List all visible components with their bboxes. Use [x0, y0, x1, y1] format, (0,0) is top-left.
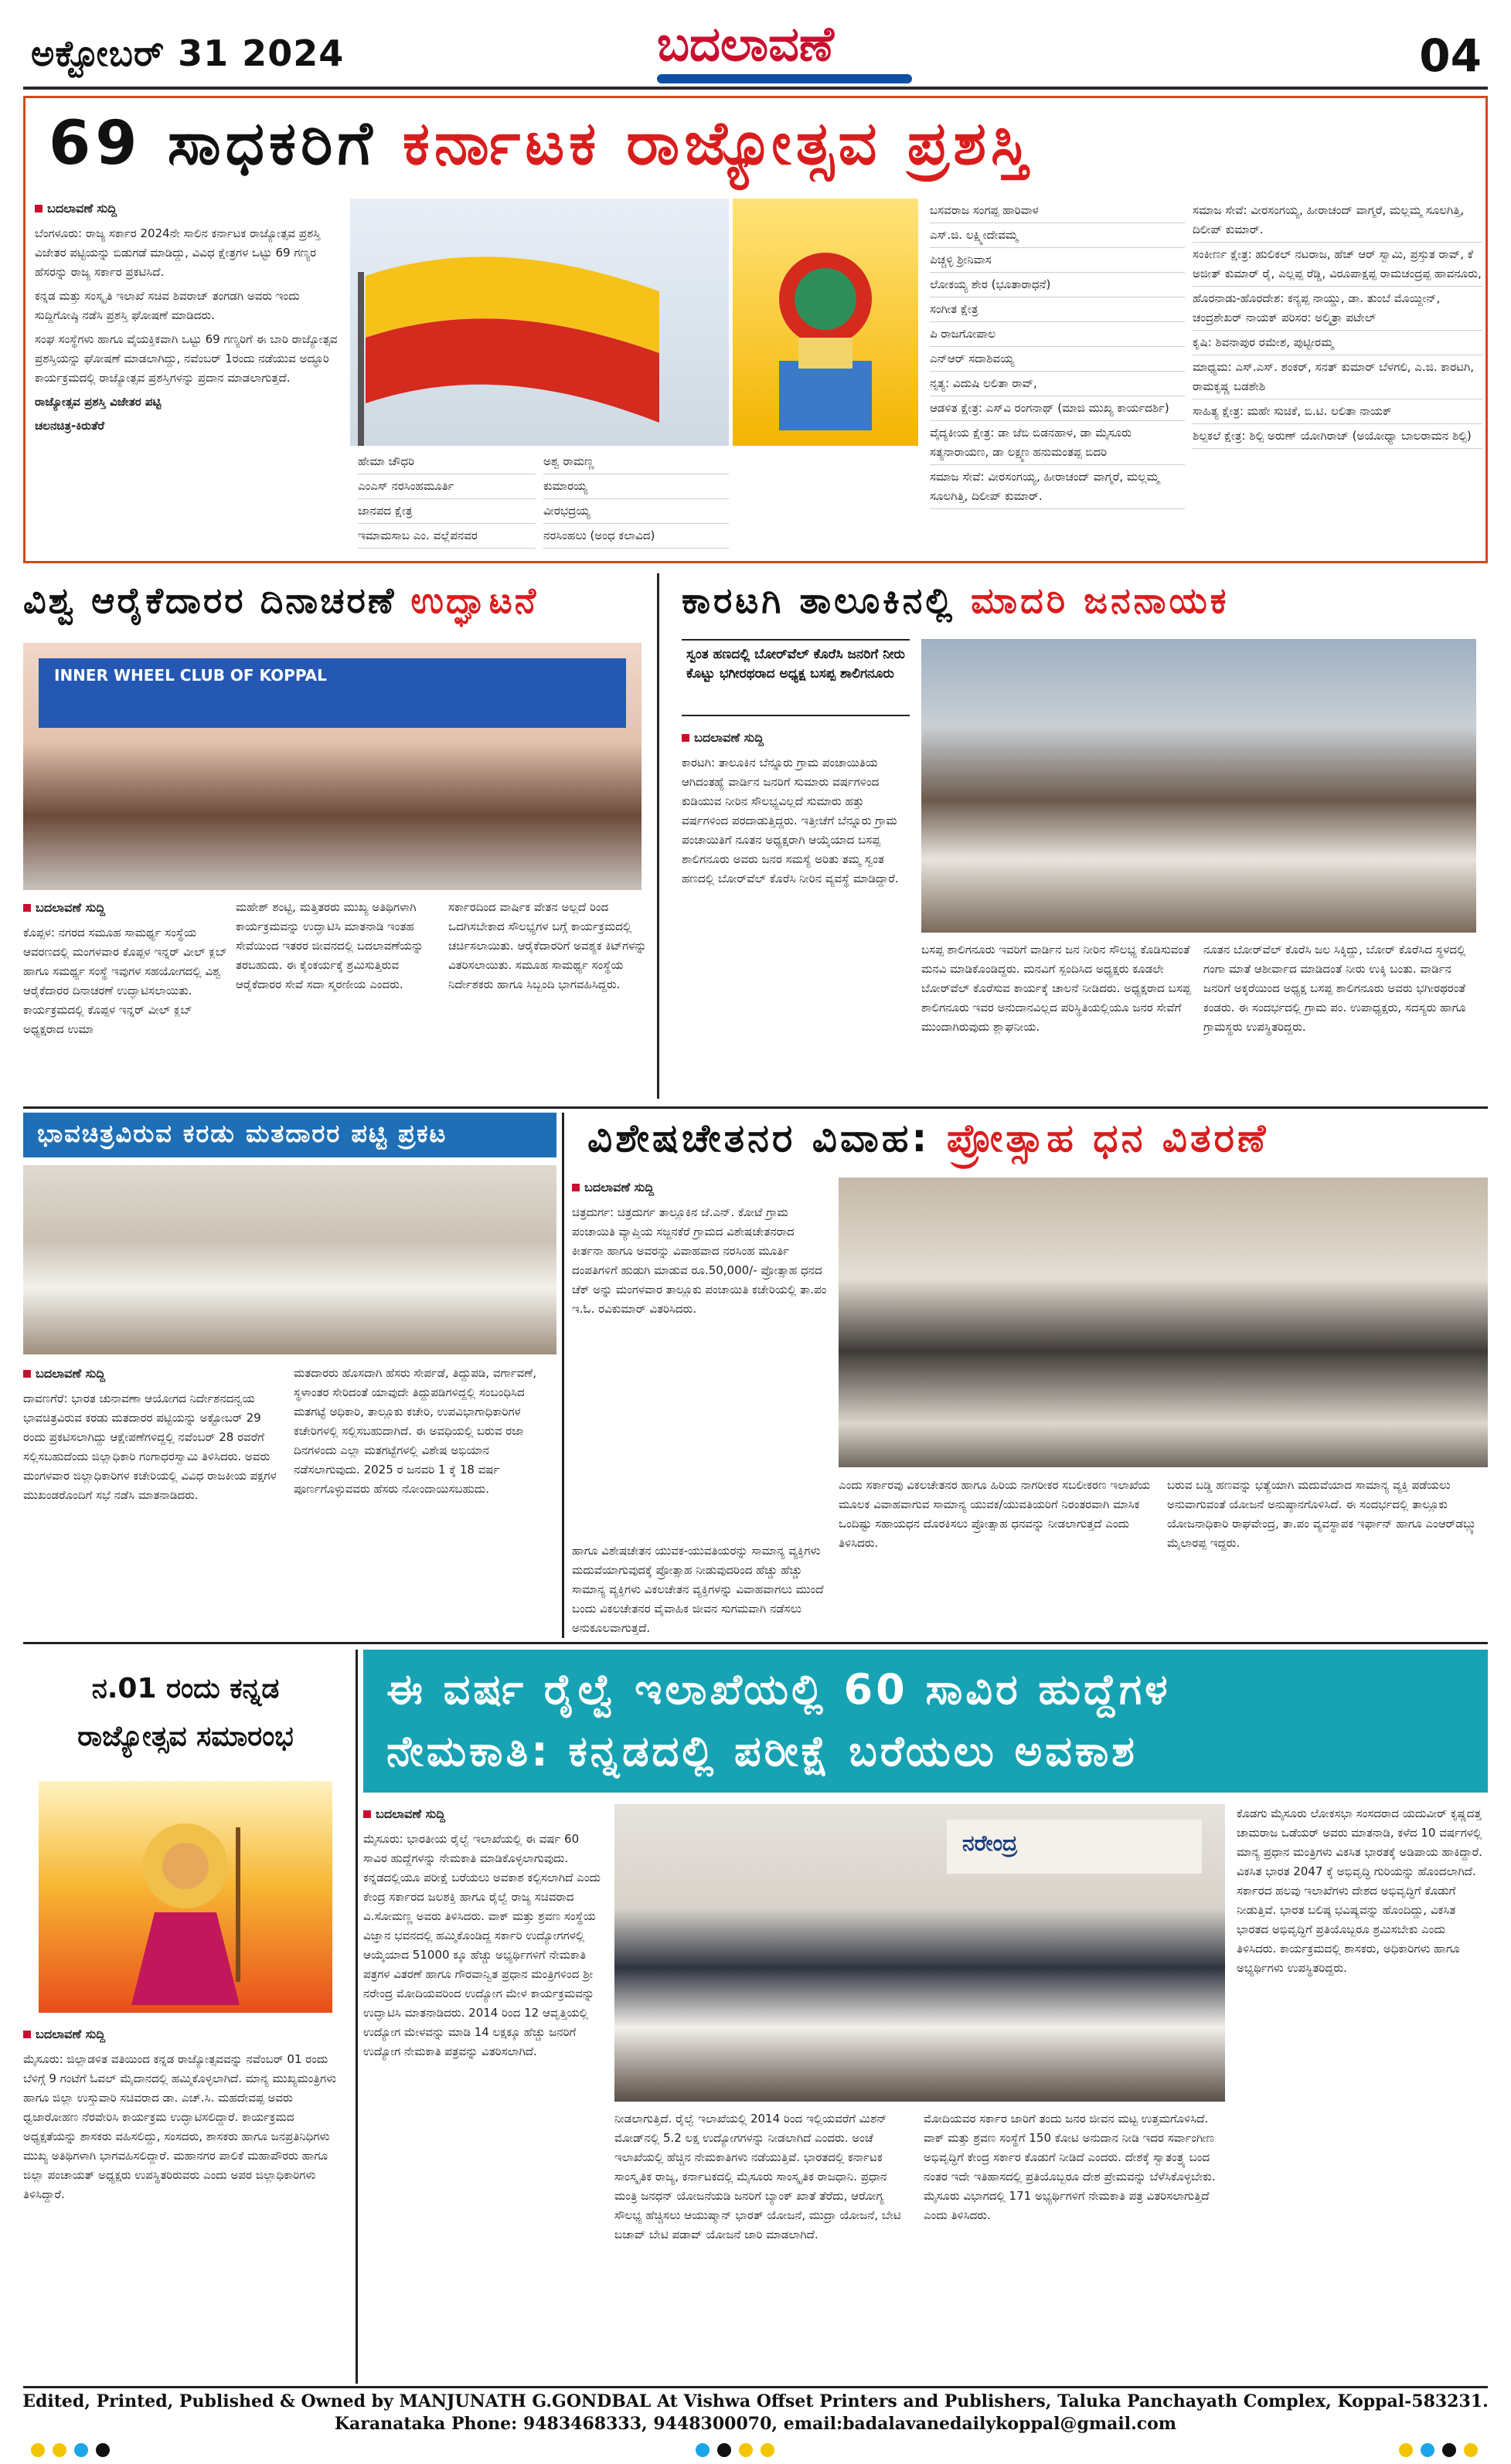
- story2-col3: [448, 898, 649, 1103]
- story7-text: ನೀಡಲಾಗುತ್ತಿದೆ. ರೈಲ್ವೆ ಇಲಾಖೆಯಲ್ಲಿ 2014 ರಿಂದ ಇಲ್ಲಿಯವರೆಗೆ ಮಿಶನ್ ಮೋಡ್‌ನಲ್ಲಿ 5.2 ಲಕ್ಷ ಉದ್ಯೋಗಗಳನ್ನು ನೀಡಲಾಗಿದೆ ಎಂದರು. ಅಂಚೆ ಇಲಾಖೆಯಲ್ಲಿ ಹೆಚ್ಚಿನ ನೇಮಕಾತಿಗಳು ನಡೆಯುತ್ತಿವೆ. ಭಾರತದಲ್ಲಿ ಕರ್ನಾಟಕ ಸಾಂಸ್ಕೃತಿಕ ರಾಜ್ಯ, ಕರ್ನಾಟಕದಲ್ಲಿ ಮೈಸೂರು ಸಾಂಸ್ಕೃತಿಕ ರಾಜಧಾನಿ. ಪ್ರಧಾನ ಮಂತ್ರಿ ಜನಧನ್ ಯೋಜನೆಯಡಿ ಜನರಿಗೆ ಬ್ಯಾಂಕ್ ಖಾತೆ ತೆರೆದು, ಆರೋಗ್ಯ ಸೌಲಭ್ಯ ಹೆಚ್ಚಿಸಲು ಆಯುಷ್ಮಾನ್ ಭಾರತ್ ಯೋಜನೆ, ಮುದ್ರಾ ಯೋಜನೆ, ಬೇಟಿ ಬಚಾವ್ ಬೇಟಿ ಪಡಾವ್ ಯೋಜನೆ ಜಾರಿ ಮಾಡಲಾಗಿದೆ.: [614, 2112, 901, 2241]
- header-rule: [23, 87, 1488, 90]
- issue-date: ಅಕ್ಟೋಬರ್ 31 2024: [31, 32, 345, 74]
- story2-col2: [236, 898, 441, 1103]
- story4-headline-bar: [23, 1113, 556, 1157]
- award-list-c: [930, 199, 1185, 558]
- headline-black: ಕಾರಟಗಿ ತಾಲೂಕಿನಲ್ಲಿ: [682, 579, 956, 621]
- byline: ಬದಲಾವಣೆ ಸುದ್ದಿ: [682, 728, 910, 747]
- story1-headline: [49, 109, 1033, 179]
- story5-text: ಬರುವ ಬಡ್ಡಿ ಹಣವನ್ನು ಭತ್ಯೆಯಾಗಿ ಮದುವೆಯಾದ ಸಾಮಾನ್ಯ ವ್ಯಕ್ತಿ ಪಡೆಯಲು ಅನುವಾಗುವಂತೆ ಯೋಜನೆ ಅನುಷ್ಠಾನಗೊಳಿಸಿದೆ. ಈ ಸಂದರ್ಭದಲ್ಲಿ ತಾಲ್ಲೂಕು ಯೋಜನಾಧಿಕಾರಿ ರಾಘವೇಂದ್ರ, ತಾ.ಪಂ ವ್ಯವಸ್ಥಾಪಕ ಇರ್ಫಾನ್ ಹಾಗೂ ಎಂಆರ್‌ಡಬ್ಲ್ಯು ಮೈಲಾರಪ್ಪ ಇದ್ದರು.: [1167, 1478, 1479, 1550]
- list-item: ಹೇಮಾ ಚೌಧರಿ: [358, 450, 536, 474]
- list-item: ಆಡಳಿತ ಕ್ಷೇತ್ರ: ಎಸ್‌ವಿ ರಂಗನಾಥ್ (ಮಾಜಿ ಮುಖ್ಯ ಕಾರ್ಯದರ್ಶಿ): [930, 396, 1185, 421]
- story5-col2: [572, 1541, 827, 1638]
- story4-text: ದಾವಣಗೆರೆ: ಭಾರತ ಚುನಾವಣಾ ಆಯೋಗದ ನಿರ್ದೇಶನದನ್ವಯ ಭಾವಚಿತ್ರವಿರುವ ಕರಡು ಮತದಾರರ ಪಟ್ಟಿಯನ್ನು ಅಕ್ಟೋಬರ್ 29 ರಂದು ಪ್ರಕಟಿಸಲಾಗಿದ್ದು ಆಕ್ಷೇಪಣೆಗಳಿದ್ದಲ್ಲಿ ನವೆಂಬರ್ 28 ರವರೆಗೆ ಸಲ್ಲಿಸಬಹುದೆಂದು ಜಿಲ್ಲಾಧಿಕಾರಿ ಗಂಗಾಧರಸ್ವಾಮಿ ತಿಳಿಸಿದರು. ಅವರು ಮಂಗಳವಾರ ಜಿಲ್ಲಾಧಿಕಾರಿಗಳ ಕಚೇರಿಯಲ್ಲಿ ವಿವಿಧ ರಾಜಕೀಯ ಪಕ್ಷಗಳ ಮುಖಂಡರೊಂದಿಗೆ ಸಭೆ ನಡೆಸಿ ಮಾತನಾಡಿದರು.: [23, 1392, 277, 1502]
- story1-subhead: ರಾಜ್ಯೋತ್ಸವ ಪ್ರಶಸ್ತಿ ವಿಜೇತರ ಪಟ್ಟಿ: [35, 395, 162, 409]
- story6-text: ಮೈಸೂರು: ಜಿಲ್ಲಾಡಳಿತ ವತಿಯಿಂದ ಕನ್ನಡ ರಾಜ್ಯೋತ್ಸವವನ್ನು ನವೆಂಬರ್ 01 ರಂದು ಬೆಳಿಗ್ಗೆ 9 ಗಂಟೆಗೆ ಓವಲ್ ಮೈದಾನದಲ್ಲಿ ಹಮ್ಮಿಕೊಳ್ಳಲಾಗಿದೆ. ಮಾನ್ಯ ಮುಖ್ಯಮಂತ್ರಿಗಳು ಹಾಗೂ ಜಿಲ್ಲಾ ಉಸ್ತುವಾರಿ ಸಚಿವರಾದ ಡಾ. ಎಚ್.ಸಿ. ಮಹದೇವಪ್ಪ ಅವರು ಧ್ವಜಾರೋಹಣ ನೆರವೇರಿಸಿ ಕಾರ್ಯಕ್ರಮ ಉದ್ಘಾಟಿಸಲಿದ್ದಾರೆ. ಕಾರ್ಯಕ್ರಮದ ಅಧ್ಯಕ್ಷತೆಯನ್ನು ಶಾಸಕರು ವಹಿಸಲಿದ್ದು, ಸಂಸದರು, ಶಾಸಕರು ಹಾಗೂ ಜನಪ್ರತಿನಿಧಿಗಳು ಮುಖ್ಯ ಅತಿಥಿಗಳಾಗಿ ಭಾಗವಹಿಸಲಿದ್ದಾರೆ. ಮಹಾನಗರ ಪಾಲಿಕೆ ಮಹಾಪೌರರು ಹಾಗೂ ಜಿಲ್ಲಾ ಪಂಚಾಯತ್ ಅಧ್ಯಕ್ಷರು ಉಪಸ್ಥಿತರಿರುವರು ಎಂದು ಅಪರ ಜಿಲ್ಲಾಧಿಕಾರಿಗಳು ತಿಳಿಸಿದ್ದಾರೆ.: [23, 2052, 337, 2201]
- story4-col1: [23, 1364, 282, 1638]
- section-rule: [23, 1106, 1488, 1109]
- pull-quote: [682, 639, 910, 716]
- incentive-handover-photo: [839, 1178, 1488, 1467]
- list-item: ಸಮಾಜ ಸೇವೆ: ವೀರಸಂಗಯ್ಯ, ಹೀರಾಚಂದ್ ವಾಗ್ಮರೆ, ಮಲ್ಲಮ್ಮ ಸೂಲಗಿತ್ತಿ, ದಿಲೀಪ್ ಕುಮಾರ್.: [930, 465, 1185, 509]
- list-item: ಮಾಧ್ಯಮ: ಎಸ್.ಎಸ್. ಶಂಕರ್, ಸನತ್ ಕುಮಾರ್ ಬೆಳಗಲಿ, ಎ.ಜಿ. ಕಾರಟಗಿ, ರಾಮಕೃಷ್ಣ ಬಡಶೇಶಿ: [1193, 355, 1482, 399]
- byline: ಬದಲಾವಣೆ ಸುದ್ದಿ: [23, 1364, 282, 1383]
- headline-line2: ರಾಜ್ಯೋತ್ಸವ ಸಮಾರಂಭ: [77, 1721, 294, 1752]
- list-item: ಸಾಹಿತ್ಯ ಕ್ಷೇತ್ರ: ಮಹೇ ಸುಚಿಕೆ, ಬಿ.ಟಿ. ಲಲಿತಾ ನಾಯಕ್: [1193, 399, 1482, 424]
- caregivers-event-photo: [23, 643, 641, 890]
- list-item: ಶಿಲ್ಪಕಲೆ ಕ್ಷೇತ್ರ: ಶಿಲ್ಪಿ ಅರುಣ್ ಯೋಗಿರಾಜ್ (ಅಯೋಧ್ಯಾ ಬಾಲರಾಮನ ಶಿಲ್ಪಿ): [1193, 424, 1482, 449]
- flag-illustration: [350, 199, 729, 446]
- story7-text: ಮೈಸೂರು: ಭಾರತೀಯ ರೈಲ್ವೆ ಇಲಾಖೆಯಲ್ಲಿ ಈ ವರ್ಷ 60 ಸಾವಿರ ಹುದ್ದೆಗಳನ್ನು ನೇಮಕಾತಿ ಮಾಡಿಕೊಳ್ಳಲಾಗುವುದು. ಕನ್ನಡದಲ್ಲಿಯೂ ಪರೀಕ್ಷೆ ಬರೆಯಲು ಅವಕಾಶ ಕಲ್ಪಿಸಲಾಗಿದೆ ಎಂದು ಕೇಂದ್ರ ಸರ್ಕಾರದ ಜಲಶಕ್ತಿ ಹಾಗೂ ರೈಲ್ವೆ ರಾಜ್ಯ ಸಚಿವರಾದ ವಿ.ಸೋಮಣ್ಣ ಅವರು ತಿಳಿಸಿದರು. ವಾಕ್ ಮತ್ತು ಶ್ರವಣ ಸಂಸ್ಥೆಯ ವಿಜ್ಞಾನ ಭವನದಲ್ಲಿ ಹಮ್ಮಿಕೊಂಡಿದ್ದ ಸರ್ಕಾರಿ ಉದ್ಯೋಗಗಳಲ್ಲಿ ಆಯ್ಕೆಯಾದ 51000 ಕ್ಕೂ ಹೆಚ್ಚು ಅಭ್ಯರ್ಥಿಗಳಿಗೆ ನೇಮಕಾತಿ ಪತ್ರಗಳ ವಿತರಣೆ ಹಾಗೂ ಗೌರವಾನ್ವಿತ ಪ್ರಧಾನ ಮಂತ್ರಿಗಳಿಂದ ಶ್ರೀ ನರೇಂದ್ರ ಮೋದಿಯವರಿಂದ ಉದ್ಯೋಗ ಮೇಳ ಕಾರ್ಯಕ್ರಮವನ್ನು ಉದ್ಘಾಟಿಸಿ ಮಾತನಾಡಿದರು. 2014 ರಿಂದ 12 ಆವೃತ್ತಿಯಲ್ಲಿ ಉದ್ಯೋಗ ಮೇಳವನ್ನು ಮಾಡಿ 14 ಲಕ್ಷಕ್ಕೂ ಹೆಚ್ಚು ಜನರಿಗೆ ಉದ್ಯೋಗ ನೇಮಕಾತಿ ಪತ್ರವನ್ನು ವಿತರಿಸಲಾಗಿದೆ.: [363, 1832, 601, 2058]
- story6-headline: [23, 1665, 348, 1761]
- story4-headline: ಭಾವಚಿತ್ರವಿರುವ ಕರಡು ಮತದಾರರ ಪಟ್ಟಿ ಪ್ರಕಟ: [37, 1119, 448, 1148]
- list-item: ವೈದ್ಯಕೀಯ ಕ್ಷೇತ್ರ: ಡಾ ಜೆಬಿ ಬಿಡನಹಾಳ, ಡಾ ಮೈಸೂರು ಸತ್ಯನಾರಾಯಣ, ಡಾ ಲಕ್ಷ್ಮಣ ಹನುಮಂತಪ್ಪ ಬಿದರಿ: [930, 421, 1185, 465]
- headline-red: ಮಾದರಿ ಜನನಾಯಕ: [971, 579, 1230, 621]
- borewell-photo: [921, 639, 1476, 933]
- list-item: ನರಸಿಂಹಲು (ಅಂಧ ಕಲಾವಿದ): [543, 524, 729, 549]
- story3-headline: [682, 579, 1229, 623]
- story2-col1: [23, 898, 228, 1103]
- story-caregivers-day: [23, 573, 674, 1106]
- headline-red: ಉದ್ಘಾಟನೆ: [410, 579, 539, 621]
- list-item: ಪಿಚ್ಚಳ್ಳಿ ಶ್ರೀನಿವಾಸ: [930, 248, 1185, 273]
- list-item: ಹೊರನಾಡು-ಹೊರದೇಶ: ಕನ್ಯಪ್ಪ ನಾಯ್ಡು, ಡಾ. ತುಂಬೆ ಮೊಯ್ದೀನ್, ಚಂದ್ರಶೇಖರ್ ನಾಯಕ್ ಪರಿಸರ: ಅಲ್ಮಿತ್ರಾ ಪಟೇಲ್: [1193, 287, 1482, 331]
- story7-headline-bar: [363, 1650, 1488, 1793]
- list-item: ಲೋಕಯ್ಯ ಶೇರ (ಭೂತಾರಾಧನೆ): [930, 273, 1185, 297]
- list-item: ಕೃಷಿ: ಶಿವನಾಪುರ ರಮೇಶ, ಪುಟ್ಟೀರಮ್ಮ: [1193, 331, 1482, 355]
- story-rajyotsava-award: [23, 96, 1488, 563]
- byline: ಬದಲಾವಣೆ ಸುದ್ದಿ: [23, 2024, 348, 2044]
- story3-text: ಬಸಪ್ಪ ಶಾಲಿಗನೂರು ಇವರಿಗೆ ವಾರ್ಡಿನ ಜನ ನೀರಿನ ಸೌಲಭ್ಯ ಕೊಡಿಸುವಂತೆ ಮನವಿ ಮಾಡಿಕೊಂಡಿದ್ದರು. ಮನವಿಗೆ ಸ್ಪಂದಿಸಿದ ಅಧ್ಯಕ್ಷರು ಕೂಡಲೇ ಬೋರ್‌ವೆಲ್ ಕೊರೆಸುವ ಕಾರ್ಯಕ್ಕೆ ಚಾಲನೆ ನೀಡಿದರು. ಅಧ್ಯಕ್ಷರಾದ ಬಸಪ್ಪ ಶಾಲಿಗನೂರು ಇವರ ಅನುದಾನವಿಲ್ಲದ ಪರಿಸ್ಥಿತಿಯಲ್ಲಿಯೂ ಜನರ ಸೇವೆಗೆ ಮುಂದಾಗಿರುವುದು ಶ್ಲಾಘನೀಯ.: [921, 943, 1191, 1034]
- headline-black: ವಿಶ್ವ ಆರೈಕೆದಾರರ ದಿನಾಚರಣೆ: [23, 579, 396, 621]
- story-disabled-marriage: [572, 1113, 1488, 1638]
- story2-headline: [23, 579, 538, 623]
- byline: ಬದಲಾವಣೆ ಸುದ್ದಿ: [35, 199, 344, 218]
- goddess-illustration: [39, 1781, 332, 2013]
- footer-line1: Edited, Printed, Published & Owned by MANJUNATH G.GONDBAL At Vishwa Offset Printers and Publishers, Taluka Panchayath Complex, Koppal-583231.: [22, 2391, 1489, 2411]
- headline-black: 69 ಸಾಧಕರಿಗೆ: [49, 109, 377, 178]
- list-item: ಕುಮಾರಯ್ಯ: [543, 474, 729, 499]
- story5-text: ಎಂದು ಸರ್ಕಾರವು ವಿಕಲಚೇತನರ ಹಾಗೂ ಹಿರಿಯ ನಾಗರೀಕರ ಸಬಲೀಕರಣ ಇಲಾಖೆಯ ಮೂಲಕ ವಿವಾಹವಾಗುವ ಸಾಮಾನ್ಯ ಯುವಕ/ಯುವತಿಯರಿಗೆ ನಿರಂತರವಾಗಿ ಮಾಸಿಕ ಒಂದಿಷ್ಟು ಸಹಾಯಧನ ದೊರಕಿಸಲು ಪ್ರೋತ್ಸಾಹ ಧನವನ್ನು ನೀಡಲಾಗುತ್ತದೆ ಎಂದು ತಿಳಿಸಿದರು.: [839, 1478, 1151, 1550]
- list-item: ಸಂಗೀತ ಕ್ಷೇತ್ರ: [930, 297, 1185, 322]
- headline-red: ಪ್ರೋತ್ಸಾಹ ಧನ ವಿತರಣೆ: [946, 1116, 1269, 1161]
- byline: ಬದಲಾವಣೆ ಸುದ್ದಿ: [23, 898, 228, 917]
- list-item: ವೀರಭದ್ರಯ್ಯ: [543, 499, 729, 524]
- list-item: ಎನ್ಆರ್ ಸದಾಶಿವಯ್ಯ: [930, 347, 1185, 372]
- story3-col3: [1203, 940, 1476, 1103]
- logo-underline: [657, 74, 912, 83]
- section-rule: [23, 1642, 1488, 1644]
- list-item: ಪಿ ರಾಜಗೋಪಾಲ: [930, 322, 1185, 347]
- story4-text: ಮತದಾರರು ಹೊಸದಾಗಿ ಹೆಸರು ಸೇರ್ಪಡೆ, ತಿದ್ದುಪಡಿ, ವರ್ಗಾವಣೆ, ಸ್ಥಳಾಂತರ ಸೇರಿದಂತೆ ಯಾವುದೇ ತಿದ್ದುಪಡಿಗಳಿದ್ದಲ್ಲಿ ಸಂಬಂಧಿಸಿದ ಮತಗಟ್ಟೆ ಅಧಿಕಾರಿ, ತಾಲ್ಲೂಕು ಕಚೇರಿ, ಉಪವಿಭಾಗಾಧಿಕಾರಿಗಳ ಕಚೇರಿಗಳಲ್ಲಿ ಸಲ್ಲಿಸಬಹುದಾಗಿದೆ. ಈ ಅವಧಿಯಲ್ಲಿ ಬರುವ ರಜಾ ದಿನಗಳಂದು ಎಲ್ಲಾ ಮತಗಟ್ಟೆಗಳಲ್ಲಿ ವಿಶೇಷ ಅಭಿಯಾನ ನಡೆಸಲಾಗುವುದು. 2025 ರ ಜನವರಿ 1 ಕ್ಕೆ 18 ವರ್ಷ ಪೂರ್ಣಗೊಳ್ಳುವವರು ಹೆಸರು ನೋಂದಾಯಿಸಬಹುದು.: [294, 1366, 536, 1496]
- story7-col2: [614, 2109, 912, 2384]
- story7-col3: [924, 2109, 1225, 2384]
- headline-red: ಕರ್ನಾಟಕ ರಾಜ್ಯೋತ್ಸವ ಪ್ರಶಸ್ತಿ: [402, 109, 1033, 178]
- footer-line2: Karanataka Phone: 9483468333, 9448300070, email:badalavanedailykoppal@gmail.com: [334, 2414, 1177, 2434]
- story7-col4: [1237, 1804, 1488, 2384]
- story2-text: ಸರ್ಕಾರದಿಂದ ವಾರ್ಷಿಕ ವೇತನ ಅಲ್ಲದೆ ರಿಂದ ಒದಗಿಸಬೇಕಾದ ಸೌಲಭ್ಯಗಳ ಬಗ್ಗೆ ಕಾರ್ಯಕ್ರಮದಲ್ಲಿ ಚರ್ಚಿಸಲಾಯಿತು. ಆರೈಕೆದಾರರಿಗೆ ಅವಶ್ಯಕ ಕಿಟ್‌ಗಳನ್ನು ವಿತರಿಸಲಾಯಿತು. ಸಮೂಹ ಸಾಮರ್ಥ್ಯ ಸಂಸ್ಥೆಯ ನಿರ್ದೇಶಕರು ಹಾಗೂ ಸಿಬ್ಬಂದಿ ಭಾಗವಹಿಸಿದ್ದರು.: [448, 900, 647, 991]
- story5-headline: [587, 1116, 1268, 1161]
- rajyotsava-art-photo: [733, 199, 918, 446]
- headline-line2: ನೇಮಕಾತಿ: ಕನ್ನಡದಲ್ಲಿ ಪರೀಕ್ಷೆ ಬರೆಯಲು ಅವಕಾಶ: [386, 1727, 1138, 1776]
- list-item: ಬಸವರಾಜ ಸಂಗಪ್ಪ ಹಾರಿವಾಳ: [930, 199, 1185, 223]
- registration-dots-right: [1399, 2443, 1478, 2457]
- byline: ಬದಲಾವಣೆ ಸುದ್ದಿ: [363, 1804, 603, 1823]
- story7-col1: [363, 1804, 603, 2384]
- footer-rule: [23, 2386, 1488, 2388]
- registration-dots-center: [696, 2443, 774, 2457]
- column-divider: [562, 1113, 564, 1638]
- photo-list-a: [358, 450, 536, 558]
- story3-text: ಕಾರಟಗಿ: ತಾಲೂಕಿನ ಬೆನ್ನೂರು ಗ್ರಾಮ ಪಂಚಾಯಿತಿಯ ಆಗಿದಂತಹ್ಯೆ ವಾರ್ಡಿನ ಜನರಿಗೆ ಸುಮಾರು ವರ್ಷಗಳಿಂದ ಕುಡಿಯುವ ನೀರಿನ ಸೌಲಭ್ಯವಿಲ್ಲದೆ ಸುಮಾರು ಹತ್ತು ವರ್ಷಗಳಿಂದ ಪರದಾಡುತ್ತಿದ್ದರು. ಇತ್ತೀಚೆಗೆ ಬೆನ್ನೂರು ಗ್ರಾಮ ಪಂಚಾಯಿತಿಗೆ ನೂತನ ಅಧ್ಯಕ್ಷರಾಗಿ ಆಯ್ಕೆಯಾದ ಬಸಪ್ಪ ಶಾಲಿಗನೂರು ಅವರು ಜನರ ಸಮಸ್ಯೆ ಅರಿತು ತಮ್ಮ ಸ್ವಂತ ಹಣದಲ್ಲಿ ಬೋರ್‌ವೆಲ್ ಕೊರೆಸಿ ನೀರಿನ ವ್ಯವಸ್ಥೆ ಮಾಡಿದ್ದಾರೆ.: [682, 756, 899, 885]
- story7-text: ಕೊಡಗು ಮೈಸೂರು ಲೋಕಸಭಾ ಸಂಸದರಾದ ಯದುವೀರ್ ಕೃಷ್ಣದತ್ತ ಚಾಮರಾಜ ಒಡೆಯರ್ ಅವರು ಮಾತನಾಡಿ, ಕಳೆದ 10 ವರ್ಷಗಳಲ್ಲಿ ಮಾನ್ಯ ಪ್ರಧಾನ ಮಂತ್ರಿಗಳು ವಿಕಸಿತ ಭಾರತಕ್ಕೆ ಅಡಿಪಾಯ ಹಾಕಿದ್ದಾರೆ. ವಿಕಸಿತ ಭಾರತ 2047 ಕ್ಕೆ ಅಭಿವೃದ್ಧಿ ಗುರಿಯನ್ನು ಹೊಂದಲಾಗಿದೆ. ಸರ್ಕಾರದ ಹಲವು ಇಲಾಖೆಗಳು ದೇಶದ ಅಭಿವೃದ್ಧಿಗೆ ಕೊಡುಗೆ ನೀಡುತ್ತಿವೆ. ಭಾರತ ಬಲಿಷ್ಠ ಭವಿಷ್ಯವನ್ನು ಹೊಂದಿದ್ದು, ವಿಕಸಿತ ಭಾರತದ ಅಭಿವೃದ್ಧಿಗೆ ಪ್ರತಿಯೊಬ್ಬರೂ ಶ್ರಮಿಸಬೇಕು ಎಂದು ತಿಳಿಸಿದರು. ಕಾರ್ಯಕ್ರಮದಲ್ಲಿ ಶಾಸಕರು, ಅಧಿಕಾರಿಗಳು ಹಾಗೂ ಅಭ್ಯರ್ಥಿಗಳು ಉಪಸ್ಥಿತರಿದ್ದರು.: [1237, 1806, 1482, 1975]
- headline-line1: ನ.01 ರಂದು ಕನ್ನಡ: [91, 1673, 280, 1704]
- karnataka-flag-photo: [350, 199, 729, 446]
- stage-banner: [947, 1820, 1202, 1874]
- list-item: ಇಮಾಮಸಾಬ ಎಂ. ವಲ್ಲೆಪನವರ: [358, 524, 536, 549]
- story1-intro: ಬೆಂಗಳೂರು: ರಾಜ್ಯ ಸರ್ಕಾರ 2024ನೇ ಸಾಲಿನ ಕರ್ನಾಟಕ ರಾಜ್ಯೋತ್ಸವ ಪ್ರಶಸ್ತಿ ವಿಜೇತರ ಪಟ್ಟಿಯನ್ನು ಬಿಡುಗಡೆ ಮಾಡಿದ್ದು, ವಿವಿಧ ಕ್ಷೇತ್ರಗಳ ಒಟ್ಟು 69 ಗಣ್ಯರ ಹೆಸರನ್ನು ರಾಜ್ಯ ಸರ್ಕಾರ ಪ್ರಕಟಿಸಿದೆ.: [35, 226, 321, 279]
- column-divider: [356, 1650, 358, 2384]
- list-item: ನೃತ್ಯ: ವಿದುಷಿ ಲಲಿತಾ ರಾವ್,: [930, 372, 1185, 396]
- story5-col4: [1167, 1476, 1488, 1638]
- story3-col1: [682, 728, 910, 1103]
- newspaper-logo: ಬದಲಾವಣೆ: [657, 15, 835, 72]
- story6-col: [23, 2024, 348, 2388]
- railway-event-photo: [614, 1804, 1225, 2102]
- byline: ಬದಲಾವಣೆ ಸುದ್ದಿ: [572, 1178, 827, 1197]
- story5-text: ಹಾಗೂ ವಿಶೇಷಚೇತನ ಯುವಕ-ಯುವತಿಯರನ್ನು ಸಾಮಾನ್ಯ ವ್ಯಕ್ತಿಗಳು ಮದುವೆಯಾಗುವುದಕ್ಕೆ ಪ್ರೋತ್ಸಾಹ ನೀಡುವುದರಿಂದ ಹೆಚ್ಚು ಹೆಚ್ಚು ಸಾಮಾನ್ಯ ವ್ಯಕ್ತಿಗಳು ವಿಕಲಚೇತನ ವ್ಯಕ್ತಿಗಳನ್ನು ವಿವಾಹವಾಗಲು ಮುಂದೆ ಬಂದು ವಿಕಲಚೇತನರ ವೈವಾಹಿಕ ಜೀವನ ಸುಗಮವಾಗಿ ನಡೆಸಲು ಅನುಕೂಲವಾಗುತ್ತದೆ.: [572, 1544, 824, 1635]
- story2-text: ಮಹೇಶ್ ಶಂಟ್ಟಿ, ಮತ್ತಿತರರು ಮುಖ್ಯ ಅತಿಥಿಗಳಾಗಿ ಕಾರ್ಯಕ್ರಮವನ್ನು ಉದ್ಘಾಟಿಸಿ ಮಾತನಾಡಿ ಇಂತಹ ಸೇವೆಯಿಂದ ಇತರರ ಜೀವನದಲ್ಲಿ ಬದಲಾವಣೆಯನ್ನು ತರಬಹುದು. ಈ ಕೈಂಕರ್ಯಕ್ಕೆ ಶ್ರಮಿಸುತ್ತಿರುವ ಆರೈಕೆದಾರರ ಸೇವೆ ಸದಾ ಸ್ಮರಣೀಯ ಎಂದರು.: [236, 900, 424, 991]
- page-number: 04: [1419, 29, 1482, 82]
- list-item: ಅಶ್ವ ರಾಮಣ್ಣ: [543, 450, 729, 474]
- event-banner: [39, 658, 626, 728]
- headline-black: ವಿಶೇಷಚೇತನರ ವಿವಾಹ:: [587, 1116, 931, 1161]
- column-divider: [657, 573, 659, 1099]
- banner-text: INNER WHEEL CLUB OF KOPPAL: [54, 666, 327, 685]
- story-karatagi-leader: [666, 573, 1488, 1106]
- story1-subhead2: ಚಲನಚಿತ್ರ-ಕಿರುತೆರೆ: [35, 419, 105, 433]
- story3-col2: [921, 940, 1196, 1103]
- story4-col2: [294, 1364, 556, 1638]
- photo-list-b: [543, 450, 729, 558]
- banner-text: ನರೇಂದ್ರ: [962, 1830, 1018, 1856]
- story-railway-recruitment: [363, 1650, 1488, 2388]
- story3-text: ನೂತನ ಬೋರ್‌ವೆಲ್ ಕೊರೆಸಿ ಜಲ ಸಿಕ್ಕಿದ್ದು, ಬೋರ್ ಕೊರೆಸಿದ ಸ್ಥಳದಲ್ಲಿ ಗಂಗಾ ಮಾತೆ ಆಶೀರ್ವಾದ ಮಾಡಿದಂತೆ ನೀರು ಉಕ್ಕಿ ಬಂತು. ವಾರ್ಡಿನ ಜನರಿಗೆ ಅಕ್ಕರೆಯಿಂದ ಅಧ್ಯಕ್ಷ ಬಸಪ್ಪ ಶಾಲಿಗನೂರು ಅವರು ಭಗೀರಥರಂತೆ ಕಂಡರು. ಈ ಸಂದರ್ಭದಲ್ಲಿ ಗ್ರಾಮ ಪಂ. ಉಪಾಧ್ಯಕ್ಷರು, ಸದಸ್ಯರು ಹಾಗೂ ಗ್ರಾಮಸ್ಥರು ಉಪಸ್ಥಿತರಿದ್ದರು.: [1203, 943, 1466, 1034]
- list-item: ಜಾನಪದ ಕ್ಷೇತ್ರ: [358, 499, 536, 524]
- deity-illustration: [733, 199, 918, 446]
- bhuvaneshwari-art: [39, 1781, 332, 2013]
- story5-col1: [572, 1178, 827, 1533]
- story-voter-list: [23, 1113, 556, 1638]
- registration-dots-left: [31, 2443, 110, 2457]
- quote-text: ಸ್ವಂತ ಹಣದಲ್ಲಿ ಬೋರ್‌ವೆಲ್ ಕೊರೆಸಿ ಜನರಿಗೆ ನೀರು ಕೊಟ್ಟು ಭಗೀರಥರಾದ ಅಧ್ಯಕ್ಷ ಬಸಪ್ಪ ಶಾಲಿಗನೂರು: [686, 647, 905, 681]
- story1-p2: ಕನ್ನಡ ಮತ್ತು ಸಂಸ್ಕೃತಿ ಇಲಾಖೆ ಸಚಿವ ಶಿವರಾಜ್ ತಂಗಡಗಿ ಅವರು ಇಂದು ಸುದ್ದಿಗೋಷ್ಠಿ ನಡೆಸಿ ಪ್ರಶಸ್ತಿ ಘೋಷಣೆ ಮಾಡಿದರು.: [35, 289, 300, 322]
- award-list-d: [1193, 199, 1482, 558]
- story5-text: ಚಿತ್ರದುರ್ಗ: ಚಿತ್ರದುರ್ಗ ತಾಲ್ಲೂಕಿನ ಜೆ.ಎನ್. ಕೋಟೆ ಗ್ರಾಮ ಪಂಚಾಯಿತಿ ವ್ಯಾಪ್ತಿಯ ಸಜ್ಜನಕೆರೆ ಗ್ರಾಮದ ವಿಶೇಷಚೇತನರಾದ ಕೀರ್ತನಾ ಹಾಗೂ ಅವರನ್ನು ವಿವಾಹವಾದ ನರಸಿಂಹ ಮೂರ್ತಿ ದಂಪತಿಗಳಿಗೆ ಹುಡುಗಿ ಮಾಡುವ ರೂ.50,000/- ಪ್ರೋತ್ಸಾಹ ಧನದ ಚೆಕ್ ಅನ್ನು ಮಂಗಳವಾರ ತಾಲ್ಲೂಕು ಪಂಚಾಯಿತಿ ಕಚೇರಿಯಲ್ಲಿ ತಾ.ಪಂ ಇ.ಓ. ರವಿಕುಮಾರ್ ವಿತರಿಸಿದರು.: [572, 1205, 827, 1316]
- story-rajyotsava-event: [23, 1650, 348, 2388]
- story7-text: ಮೋದಿಯವರ ಸರ್ಕಾರ ಜಾರಿಗೆ ತಂದು ಜನರ ಜೀವನ ಮಟ್ಟ ಉತ್ತಮಗೊಳಿಸಿದೆ. ವಾಕ್ ಮತ್ತು ಶ್ರವಣ ಸಂಸ್ಥೆಗೆ 150 ಕೋಟಿ ಅನುದಾನ ನೀಡಿ ಇದರ ಸರ್ವಾಂಗೀಣ ಅಭಿವೃದ್ಧಿಗೆ ಕೇಂದ್ರ ಸರ್ಕಾರ ಕೊಡುಗೆ ನೀಡಿದೆ ಎಂದರು. ದೇಶಕ್ಕೆ ಸ್ವಾತಂತ್ರ್ಯ ಬಂದ ನಂತರ ಇದೇ ಇತಿಹಾಸದಲ್ಲಿ ಪ್ರತಿಯೊಬ್ಬರೂ ದೇಶ ಪ್ರೇಮವನ್ನು ಬೆಳೆಸಿಕೊಳ್ಳಬೇಕು. ಮೈಸೂರು ವಿಭಾಗದಲ್ಲಿ 171 ಅಭ್ಯರ್ಥಿಗಳಿಗೆ ನೇಮಕಾತಿ ಪತ್ರ ವಿತರಿಸಲಾಗುತ್ತಿದೆ ಎಂದು ತಿಳಿಸಿದರು.: [924, 2112, 1216, 2222]
- story1-col1: [35, 199, 344, 558]
- list-item: ಎಸ್.ಜಿ. ಲಕ್ಷ್ಮೀದೇವಮ್ಮ: [930, 223, 1185, 248]
- story1-p3: ಸಂಘ ಸಂಸ್ಥೆಗಳು ಹಾಗೂ ವೈಯಕ್ತಿಕವಾಗಿ ಒಟ್ಟು 69 ಗಣ್ಯರಿಗೆ ಈ ಬಾರಿ ರಾಜ್ಯೋತ್ಸವ ಪ್ರಶಸ್ತಿಯನ್ನು ಘೋಷಣೆ ಮಾಡಲಾಗಿದ್ದು, ನವೆಂಬರ್ 1ರಂದು ನಡೆಯುವ ಅದ್ಧೂರಿ ಕಾರ್ಯಕ್ರಮದಲ್ಲಿ ರಾಜ್ಯೋತ್ಸವ ಪ್ರಶಸ್ತಿಗಳನ್ನು ಪ್ರದಾನ ಮಾಡಲಾಗುತ್ತದೆ.: [35, 332, 338, 385]
- voter-meeting-photo: [23, 1165, 556, 1354]
- list-item: ಸಮಾಜ ಸೇವೆ: ವೀರಸಂಗಯ್ಯ, ಹೀರಾಚಂದ್ ವಾಗ್ಮರೆ, ಮಲ್ಲಮ್ಮ ಸೂಲಗಿತ್ತಿ, ದಿಲೀಪ್ ಕುಮಾರ್.: [1193, 199, 1482, 243]
- story2-text: ಕೊಪ್ಪಳ: ನಗರದ ಸಮೂಹ ಸಾಮರ್ಥ್ಯ ಸಂಸ್ಥೆಯ ಆವರಣದಲ್ಲಿ ಮಂಗಳವಾರ ಕೊಪ್ಪಳ ಇನ್ನರ್ ವೀಲ್ ಕ್ಲಬ್ ಹಾಗೂ ಸಮರ್ಥ್ಯ ಸಂಸ್ಥೆ ಇವುಗಳ ಸಹಯೋಗದಲ್ಲಿ ವಿಶ್ವ ಆರೈಕೆದಾರರ ದಿನಾಚರಣೆ ಉದ್ಘಾಟಿಸಲಾಯಿತು. ಕಾರ್ಯಕ್ರಮದಲ್ಲಿ ಕೊಪ್ಪಳ ಇನ್ನರ್ ವೀಲ್ ಕ್ಲಬ್ ಅಧ್ಯಕ್ಷರಾದ ಉಮಾ: [23, 926, 227, 1036]
- list-item: ಎಂಎಸ್ ನರಸಿಂಹಮೂರ್ತಿ: [358, 474, 536, 499]
- headline-line1: ಈ ವರ್ಷ ರೈಲ್ವೆ ಇಲಾಖೆಯಲ್ಲಿ 60 ಸಾವಿರ ಹುದ್ದೆಗಳ: [386, 1665, 1171, 1714]
- list-item: ಸಂಕೀರ್ಣ ಕ್ಷೇತ್ರ: ಹುಲಿಕಲ್ ನಟರಾಜ, ಹೆಚ್ ಆರ್ ಸ್ವಾಮಿ, ಪ್ರಸ್ತುತ ರಾವ್, ಕೆ ಅಜೀತ್ ಕುಮಾರ್ ರೈ, ಎಲ್ಲಪ್ಪ ರೆಡ್ಡಿ, ವಿರೂಪಾಕ್ಷಪ್ಪ ರಾಮಚಂದ್ರಪ್ಪ ಹಾವನೂರು,: [1193, 243, 1482, 287]
- imprint-footer: [0, 2391, 1511, 2435]
- story5-col3: [839, 1476, 1155, 1638]
